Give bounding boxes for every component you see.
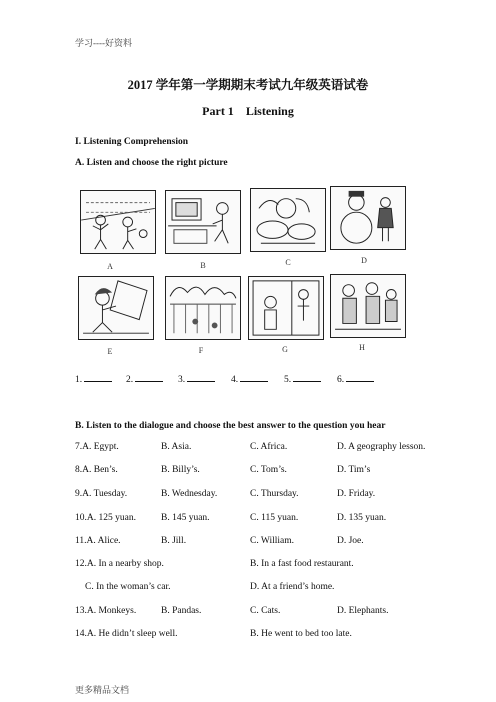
blank-2[interactable]: 2. xyxy=(126,372,163,385)
option-a: 11.A. Alice. xyxy=(75,536,121,546)
option-a: 9.A. Tuesday. xyxy=(75,489,128,499)
blank-4[interactable]: 4. xyxy=(231,372,268,385)
blank-6[interactable]: 6. xyxy=(337,372,374,385)
option-d: D. Friday. xyxy=(337,489,376,499)
picture-label-a: A xyxy=(107,262,113,271)
option-c: C. Tom’s. xyxy=(250,465,287,475)
option-a: 14.A. He didn’t sleep well. xyxy=(75,629,178,639)
blank-5[interactable]: 5. xyxy=(284,372,321,385)
option-c: C. In the woman’s car. xyxy=(85,582,171,592)
page-header: 学习----好资料 xyxy=(75,38,132,48)
option-d: D. Joe. xyxy=(337,536,364,546)
option-a: 10.A. 125 yuan. xyxy=(75,513,136,523)
option-d: D. Tim’s xyxy=(337,465,371,475)
section-listening: I. Listening Comprehension xyxy=(75,137,189,147)
picture-c xyxy=(250,188,326,252)
picture-b xyxy=(165,190,241,254)
picture-label-e: E xyxy=(107,347,113,356)
option-a: 8.A. Ben’s. xyxy=(75,465,118,475)
section-a-heading: A. Listen and choose the right picture xyxy=(75,158,228,168)
part-label: Part 1 xyxy=(202,104,234,118)
page-footer: 更多精品文档 xyxy=(75,685,130,695)
picture-e xyxy=(78,276,154,340)
option-a: 7.A. Egypt. xyxy=(75,442,119,452)
picture-f xyxy=(165,276,241,340)
option-b: B. 145 yuan. xyxy=(161,513,210,523)
blank-1[interactable]: 1. xyxy=(75,372,112,385)
picture-label-c: C xyxy=(285,258,291,267)
picture-label-f: F xyxy=(198,346,204,355)
option-b: B. He went to bed too late. xyxy=(250,629,352,639)
option-c: C. Africa. xyxy=(250,442,288,452)
option-b: B. In a fast food restaurant. xyxy=(250,559,354,569)
option-d: D. 135 yuan. xyxy=(337,513,387,523)
option-d: D. A geography lesson. xyxy=(337,442,426,452)
part-name: Listening xyxy=(245,104,294,118)
option-d: D. At a friend’s home. xyxy=(250,582,335,592)
option-b: B. Asia. xyxy=(161,442,192,452)
picture-d xyxy=(330,186,406,250)
blank-3[interactable]: 3. xyxy=(178,372,215,385)
option-c: C. 115 yuan. xyxy=(250,513,299,523)
picture-a xyxy=(80,190,156,254)
option-d: D. Elephants. xyxy=(337,606,389,616)
section-b-heading: B. Listen to the dialogue and choose the best answer to the question you hear xyxy=(75,421,386,431)
option-b: B. Jill. xyxy=(161,536,187,546)
option-b: B. Billy’s. xyxy=(161,465,200,475)
option-b: B. Wednesday. xyxy=(161,489,218,499)
part-heading xyxy=(0,104,496,119)
option-a: 13.A. Monkeys. xyxy=(75,606,137,616)
option-c: C. Cats. xyxy=(250,606,281,616)
picture-label-b: B xyxy=(200,261,206,270)
option-c: C. Thursday. xyxy=(250,489,299,499)
picture-g xyxy=(248,276,324,340)
option-b: B. Pandas. xyxy=(161,606,202,616)
option-c: C. William. xyxy=(250,536,295,546)
picture-h xyxy=(330,274,406,338)
picture-label-h: H xyxy=(359,343,365,352)
exam-title: 2017 学年第一学期期末考试九年级英语试卷 xyxy=(127,78,369,92)
option-a: 12.A. In a nearby shop. xyxy=(75,559,164,569)
picture-label-g: G xyxy=(282,345,288,354)
picture-label-d: D xyxy=(361,256,367,265)
